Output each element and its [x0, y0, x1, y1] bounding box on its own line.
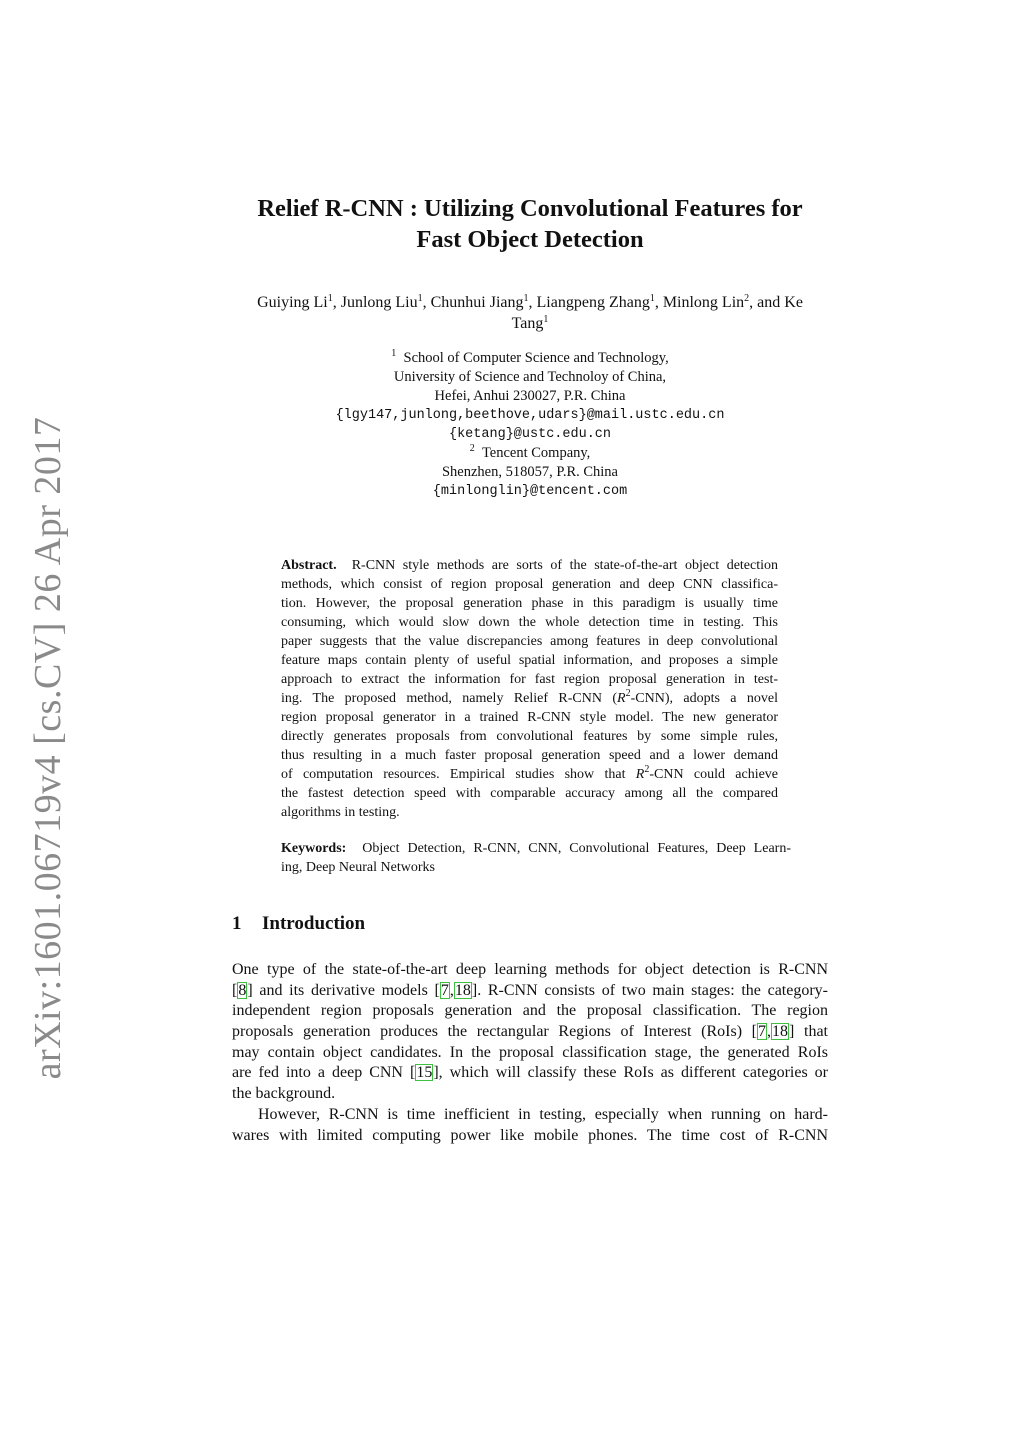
- affiliation-2-email: {minlonglin}@tencent.com: [432, 484, 628, 499]
- author-affiliation-mark: 1: [543, 314, 549, 325]
- author-line-2: [222, 313, 838, 334]
- citation-link[interactable]: 8: [238, 981, 247, 999]
- abstract-line: of computation resources. Empirical studies show that $R^2$-CNN could achieve: [281, 764, 779, 782]
- citation-link[interactable]: 7: [440, 981, 449, 999]
- keywords: [281, 839, 791, 877]
- body-line: wares with limited computing power like mobile phones. The time cost of R-CNN: [232, 1126, 828, 1144]
- author-list: [222, 292, 838, 334]
- author-name: Junlong Liu: [340, 294, 418, 311]
- abstract-line: tion. However, the proposal generation phase in this paradigm is usually time: [281, 596, 778, 611]
- body-line: the background.: [232, 1085, 336, 1103]
- abstract-line: the fastest detection speed with comparable accuracy among all the compared: [281, 786, 778, 801]
- author-name: Chunhui Jiang: [430, 294, 524, 311]
- abstract-line: Abstract. R-CNN style methods are sorts of the state-of-the-art object detection: [281, 558, 779, 573]
- paper-title: [232, 193, 828, 255]
- affiliation-1-mark: 1: [391, 348, 397, 359]
- abstract: [281, 556, 778, 822]
- citation-link[interactable]: 7: [758, 1023, 767, 1041]
- author-connector: and: [757, 294, 781, 311]
- body-line: may contain object candidates. In the proposal classification stage, the generated RoIs: [232, 1043, 828, 1061]
- abstract-line: algorithms in testing.: [281, 805, 400, 820]
- author-affiliation-mark: 1: [523, 293, 529, 304]
- affiliation-1-line-3: Hefei, Anhui 230027, P.R. China: [434, 388, 626, 404]
- affiliation-2-line-1: $^2$ Tencent Company,: [469, 443, 591, 461]
- keywords-label: Keywords:: [281, 841, 347, 856]
- author-affiliation-mark: 1: [649, 293, 655, 304]
- math-symbol: R: [635, 767, 645, 782]
- abstract-line: consuming, which would slow down the whole detection time in testing. This: [281, 615, 778, 630]
- author-name-first-part: Ke: [784, 294, 803, 311]
- affiliation-2-line-2: Shenzhen, 518057, P.R. China: [441, 464, 618, 480]
- body-line: One type of the state-of-the-art deep learning methods for object detection is R-CNN: [232, 961, 828, 978]
- author-name: Minlong Lin: [662, 294, 745, 311]
- author-name-second-part: Tang: [511, 315, 544, 332]
- title-line-1: Relief R-CNN : Utilizing Convolutional Features for: [257, 195, 803, 222]
- affiliation-1-email-1: {lgy147,junlong,beethove,udars}@mail.ustc.edu.cn: [335, 408, 725, 423]
- section-title: Introduction: [262, 913, 366, 934]
- author-affiliation-mark: 1: [327, 293, 333, 304]
- affiliation-1-email-2: {ketang}@ustc.edu.cn: [448, 427, 612, 442]
- abstract-line: thus resulting in a much faster proposal generation speed and a lower demand: [281, 748, 778, 763]
- author-line-1: Guiying Li$^1$, Junlong Liu$^1$, Chunhui Jiang$^1$, Liangpeng Zhang$^1$, Minlong Lin$^2$, and Ke: [257, 293, 803, 311]
- title-line-2: Fast Object Detection: [416, 226, 644, 253]
- abstract-line: feature maps contain plenty of useful spatial information, and proposes a simple: [281, 653, 778, 668]
- section-number: 1: [232, 913, 242, 934]
- body-line: proposals generation produces the rectangular Regions of Interest (RoIs) [7,18] that: [232, 1023, 828, 1041]
- body-line: [8] and its derivative models [7,18]. R-CNN consists of two main stages: the category-: [232, 981, 828, 999]
- abstract-line: directly generates proposals from convolutional features by some simple rules,: [281, 729, 778, 744]
- section-heading: [232, 913, 365, 935]
- abstract-line: methods, which consist of region proposal generation and deep CNN classifica-: [281, 577, 778, 592]
- abstract-line: ing. The proposed method, namely Relief R-CNN $(R^2-CNN)$, adopts a novel: [281, 688, 778, 706]
- affiliation-2-mark: 2: [469, 443, 475, 454]
- arxiv-identifier-stamp: arXiv:1601.06719v4 [cs.CV] 26 Apr 2017: [27, 416, 69, 1080]
- citation-link[interactable]: 18: [454, 981, 471, 999]
- math-symbol: R: [617, 691, 626, 706]
- body-line: independent region proposals generation and the proposal classification. The region: [232, 1002, 828, 1020]
- author-name: Liangpeng Zhang: [536, 294, 650, 311]
- citation-link[interactable]: 18: [772, 1023, 789, 1041]
- affiliation-1-line-2: University of Science and Technoloy of China,: [393, 369, 667, 385]
- affiliations: [232, 349, 828, 501]
- author-affiliation-mark: 2: [744, 293, 750, 304]
- abstract-line: region proposal generator in a trained R-CNN style model. The new generator: [281, 710, 778, 725]
- introduction-text: [232, 960, 828, 1146]
- affiliation-1-line-1: $^1$ School of Computer Science and Technology,: [391, 348, 669, 366]
- abstract-label: Abstract.: [281, 558, 337, 573]
- author-name: Guiying Li: [257, 294, 328, 311]
- keywords-line: ing, Deep Neural Networks: [281, 860, 435, 875]
- abstract-line: paper suggests that the value discrepancies among features in deep convolutional: [281, 634, 778, 649]
- body-line: However, R-CNN is time inefficient in testing, especially when running on hard-: [258, 1105, 828, 1123]
- keywords-line: Keywords: Object Detection, R-CNN, CNN, Convolutional Features, Deep Learn-: [281, 841, 791, 856]
- author-affiliation-mark: 1: [417, 293, 423, 304]
- abstract-line: approach to extract the information for fast region proposal generation in test-: [281, 672, 778, 687]
- citation-link[interactable]: 15: [416, 1064, 433, 1082]
- body-line: are fed into a deep CNN [15], which will classify these RoIs as different categories or: [232, 1064, 829, 1082]
